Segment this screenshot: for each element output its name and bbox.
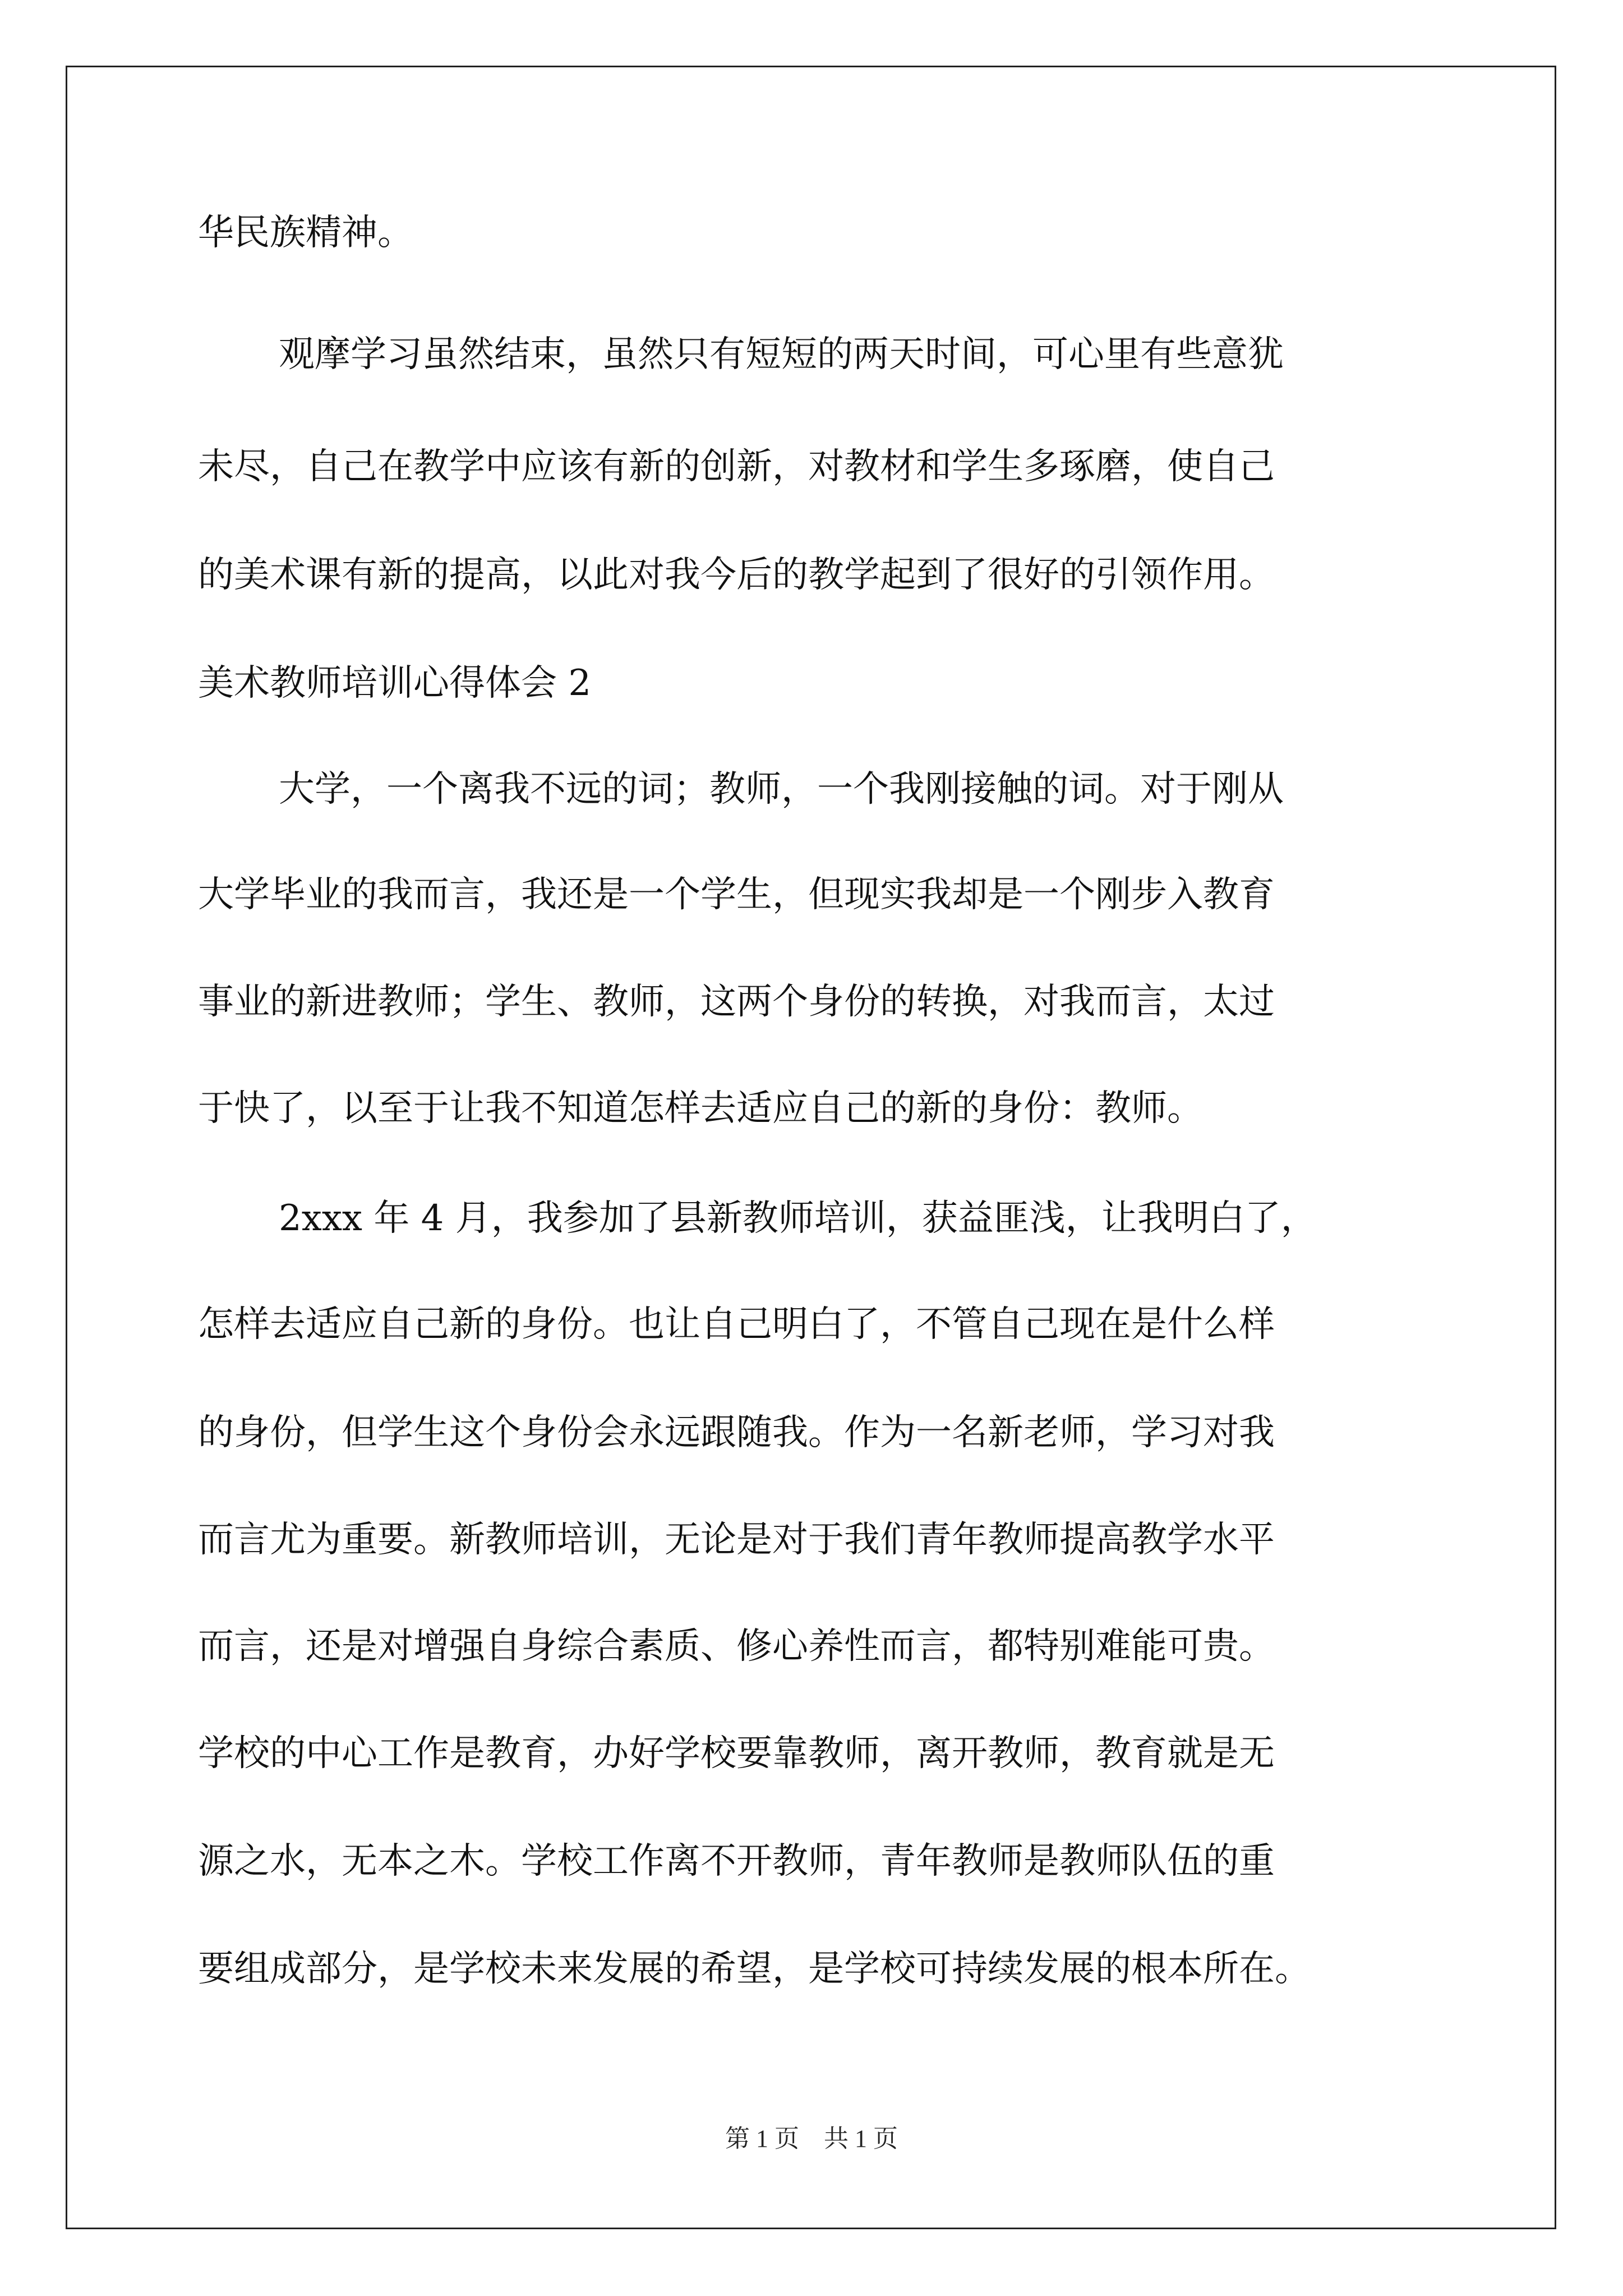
text-line: 的美术课有新的提高，以此对我今后的教学起到了很好的引领作用。 (198, 554, 1275, 596)
text-line: 华民族精神。 (198, 212, 413, 254)
text-line: 而言，还是对增强自身综合素质、修心养性而言，都特别难能可贵。 (198, 1626, 1275, 1667)
page-border (66, 66, 1556, 2229)
text-line: 学校的中心工作是教育，办好学校要靠教师，离开教师，教育就是无 (198, 1733, 1275, 1774)
page-number-footer: 第 1 页 共 1 页 (725, 2125, 898, 2152)
text-line: 未尽，自己在教学中应该有新的创新，对教材和学生多琢磨，使自己 (198, 446, 1275, 487)
text-line: 的身份，但学生这个身份会永远跟随我。作为一名新老师，学习对我 (198, 1412, 1275, 1453)
paragraph-first-line: 2xxx 年 4 月，我参加了县新教师培训，获益匪浅，让我明白了， (279, 1198, 1317, 1239)
text-line: 而言尤为重要。新教师培训，无论是对于我们青年教师提高教学水平 (198, 1519, 1275, 1561)
text-line: 大学毕业的我而言，我还是一个学生，但现实我却是一个刚步入教育 (198, 874, 1275, 915)
text-line: 于快了，以至于让我不知道怎样去适应自己的新的身份：教师。 (198, 1088, 1203, 1129)
section-heading: 美术教师培训心得体会 2 (198, 662, 592, 704)
text-line: 要组成部分，是学校未来发展的希望，是学校可持续发展的根本所在。 (198, 1948, 1311, 1990)
paragraph-first-line: 观摩学习虽然结束，虽然只有短短的两天时间，可心里有些意犹 (279, 334, 1284, 375)
text-line: 事业的新进教师；学生、教师，这两个身份的转换，对我而言，太过 (198, 981, 1275, 1023)
paragraph-first-line: 大学，一个离我不远的词；教师，一个我刚接触的词。对于刚从 (279, 769, 1284, 810)
text-line: 源之水，无本之木。学校工作离不开教师，青年教师是教师队伍的重 (198, 1841, 1275, 1882)
text-line: 怎样去适应自己新的身份。也让自己明白了，不管自己现在是什么样 (198, 1304, 1275, 1345)
